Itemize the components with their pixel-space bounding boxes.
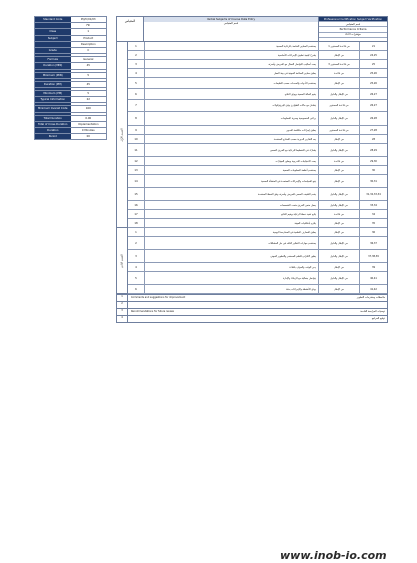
table-row [128, 135, 387, 144]
cell-description: يستخدم أنظمة المعلومات الصحية [145, 166, 319, 174]
footer-text: Comments and suggestions for improvement [131, 296, 186, 299]
table-row [128, 126, 387, 135]
info-value: Fill [71, 23, 107, 28]
cell-number: 4 [128, 263, 145, 271]
cell-description: يراعي الخصوصية وسرية المعلومات [145, 112, 319, 125]
cell-reference: من الإطار [319, 285, 360, 293]
table-row [128, 175, 387, 188]
table-row [128, 51, 387, 60]
info-key: Typical Information [35, 97, 71, 102]
table-row [128, 144, 387, 157]
cell-number: 4 [128, 69, 145, 77]
section-label [117, 42, 127, 228]
footer-note: توصيات المراجعة القادمة [360, 310, 385, 313]
footer-row [117, 308, 387, 315]
table-row [128, 78, 387, 89]
cell-description: يظهر الالتزام بالتعلم المستمر والتطوير المهني [145, 250, 319, 262]
table-row [128, 250, 387, 263]
cell-description: يشارك في التخطيط للرعاية مع الفريق الصحي [145, 144, 319, 156]
cell-reference: من الإطار [319, 51, 360, 59]
cell-number: 2 [128, 237, 145, 249]
info-value [71, 113, 107, 115]
info-key: Total Duration [35, 116, 71, 121]
cell-number: 6 [128, 285, 145, 293]
info-value: 5 [71, 73, 107, 78]
cell-reference: من الإطار [319, 263, 360, 271]
table-row [128, 210, 387, 219]
info-key: Duration (PM) [35, 82, 71, 87]
cell-number: 3 [128, 250, 145, 262]
info-value [71, 88, 107, 90]
cell-reference: من الإطار والدليل [319, 201, 360, 209]
table-row [128, 263, 387, 272]
cell-code: 36,37 [370, 241, 377, 245]
table-row [128, 100, 387, 112]
cell-description: يتواصل بفعالية مع الزملاء والإدارة [145, 272, 319, 284]
cell-code: 39 [371, 265, 376, 269]
info-value: 0 Minutes [71, 128, 107, 133]
cell-reference: من قاعدة [319, 157, 360, 165]
cell-reference: من قاعدة المستوى [319, 126, 360, 134]
cell-reference: من الإطار والدليل [319, 112, 360, 125]
cell-reference: من الإطار [319, 175, 360, 187]
cell-code: 26,28 [370, 117, 377, 120]
section-text: القسم الثاني [120, 253, 124, 268]
info-key: Minimum Overall Code [35, 106, 71, 111]
header-mid-top: Verbal Subjects of Course Data Entry [144, 17, 318, 22]
footer-row [117, 301, 387, 308]
info-value: PQ/C/01/03 [71, 17, 107, 22]
header-left: المقياس [117, 17, 144, 41]
table-body [117, 42, 387, 294]
info-key: Class [35, 29, 71, 34]
table-row [128, 219, 387, 228]
cell-code: 28 [371, 137, 376, 141]
cell-number: 16 [128, 201, 145, 209]
header-right-line: مؤشرات الأداء [319, 33, 387, 38]
cell-description: يستخدم الأدوات والمعدات حسب التعليمات [145, 78, 319, 88]
info-key: Period [35, 134, 71, 139]
cell-number: 11 [128, 144, 145, 156]
info-value [71, 103, 107, 105]
table-row [128, 89, 387, 100]
cell-number: 5 [128, 78, 145, 88]
cell-number: 14 [128, 175, 145, 187]
table-row [128, 237, 387, 250]
cell-reference: من قاعدة [319, 69, 360, 77]
header-mid [144, 17, 319, 41]
cell-code: 36 [371, 230, 376, 234]
cell-code: 31,32,33,34 [366, 192, 381, 196]
table-row [128, 285, 387, 294]
info-value: 45 [71, 82, 107, 87]
cell-reference: من الإطار والدليل [319, 188, 360, 200]
cell-reference: من الإطار والدليل [319, 144, 360, 156]
info-key: Formula [35, 57, 71, 62]
table-row [128, 228, 387, 237]
info-key: Minimum (PM) [35, 91, 71, 96]
cell-description: يحدد الاحتياجات التدريبية ويطور المهارات [145, 157, 319, 165]
info-value: General [71, 57, 107, 62]
section-label [117, 228, 127, 294]
cell-code: 26,27 [370, 104, 377, 107]
cell-code: 26,27 [370, 92, 377, 96]
cell-code: 25,26 [370, 71, 377, 75]
cell-code: 28,29 [370, 148, 377, 152]
info-key: Total of Cross Duration [35, 122, 71, 127]
cell-number: 3 [128, 60, 145, 68]
info-key: Duration (MIN) [35, 63, 71, 68]
cell-description: يتعامل مع حالات الطوارئ وفق البروتوكولات [145, 100, 319, 111]
cell-description: يوثق الأنشطة والإجراءات بدقة [145, 285, 319, 293]
info-key: Duration [35, 128, 71, 133]
cell-code: 40,41 [370, 276, 377, 280]
cell-reference: من الإطار والدليل [319, 237, 360, 249]
footer-row [117, 315, 387, 322]
cell-number: 12 [128, 157, 145, 165]
criteria-table [116, 16, 388, 323]
cell-reference: من الإطار [319, 166, 360, 174]
info-value: C [71, 48, 107, 53]
cell-reference: من الإطار [319, 135, 360, 143]
info-key [35, 54, 71, 56]
cell-description: يتبع السياسات والإجراءات المعتمدة في المنشأة الصحية [145, 175, 319, 187]
table-footer [117, 294, 387, 322]
cell-reference: من الإطار [319, 228, 360, 236]
cell-description: يشرح كيفية تطبيق الإجراءات الأساسية [145, 51, 319, 59]
footer-number: 1 [117, 295, 128, 301]
cell-description: يحدد أساليب التواصل الفعال مع المريض وأسرته [145, 60, 319, 68]
footer-note: توقيع المراجع [371, 317, 385, 320]
table-row [128, 272, 387, 285]
cell-description: يلتزم بأخلاقيات المهنة [145, 219, 319, 227]
cell-code: 37,38,39 [368, 254, 379, 258]
info-key: Grade [35, 48, 71, 53]
cell-description: يقدم التثقيف الصحي للمريض وأسرته وفق الخطة المعتمدة [145, 188, 319, 200]
cell-code: 25 [371, 62, 376, 66]
info-key [35, 42, 71, 47]
cell-number: 7 [128, 100, 145, 111]
info-key [35, 23, 71, 28]
footer-number: 2 [117, 302, 128, 308]
cell-code: 33,34 [370, 203, 377, 207]
cell-number: 17 [128, 210, 145, 218]
cell-description: يتابع تنفيذ خطة الرعاية ويقيم النتائج [145, 210, 319, 218]
cell-number: 18 [128, 219, 145, 227]
footer-number: 4 [117, 316, 128, 322]
info-row [34, 134, 107, 140]
info-value: 22 [71, 97, 107, 102]
info-key: Minimum (MIN) [35, 73, 71, 78]
info-value: Implementation [71, 122, 107, 127]
cell-code: 21 [371, 44, 376, 48]
table-row [128, 60, 387, 69]
cell-reference: من الإطار والدليل [319, 250, 360, 262]
footer-row [117, 294, 387, 301]
table-row [128, 69, 387, 78]
info-value: Product [71, 36, 107, 41]
cell-reference: من الإطار والدليل [319, 89, 360, 99]
cell-number: 15 [128, 188, 145, 200]
table-row [128, 157, 387, 166]
cell-number: 10 [128, 135, 145, 143]
cell-description: يطبق المعارف العلمية في الممارسة اليومية [145, 228, 319, 236]
info-key [35, 113, 71, 115]
cell-description: يعد التقارير الدورية حسب النماذج المعتمدة [145, 135, 319, 143]
cell-description: يستخدم المعايير الخاصة بالرعاية الصحية [145, 42, 319, 50]
cell-number: 13 [128, 166, 145, 174]
table-row [128, 42, 387, 51]
footer-text: Recommendations for future review [131, 310, 174, 313]
info-key [35, 79, 71, 81]
cell-reference: من قاعدة [319, 210, 360, 218]
table-row [128, 201, 387, 210]
table-header [117, 17, 387, 42]
header-right [319, 17, 387, 41]
info-value [71, 54, 107, 56]
info-value: 45 [71, 63, 107, 68]
table-row [128, 188, 387, 201]
footer-text [128, 302, 325, 308]
table-row [128, 166, 387, 175]
cell-reference: من قاعدة المستوى 1 [319, 42, 360, 50]
cell-number: 9 [128, 126, 145, 134]
info-key [35, 70, 71, 72]
info-panel [34, 16, 107, 140]
info-value: 5 [71, 91, 107, 96]
cell-code: 25,26 [370, 81, 377, 85]
cell-code: 35 [371, 221, 376, 225]
section-text: القسم الأول [120, 127, 124, 142]
info-value: Description [71, 42, 107, 47]
info-value [71, 79, 107, 81]
header-right-line: Professional Certification Subject Verification [319, 17, 387, 22]
cell-description: يستخدم مهارات التفكير الناقد في حل المشكلات [145, 237, 319, 249]
cell-number: 8 [128, 112, 145, 125]
cell-code: 41,42 [370, 287, 377, 291]
cell-description: يعمل ضمن الفريق متعدد التخصصات [145, 201, 319, 209]
info-value: 00 [71, 134, 107, 139]
info-key: Standard Code [35, 17, 71, 22]
cell-number: 2 [128, 51, 145, 59]
info-key [35, 88, 71, 90]
info-value: 0.00 [71, 116, 107, 121]
cell-reference: من الإطار والدليل [319, 272, 360, 284]
cell-reference: من الإطار [319, 78, 360, 88]
footer-text [128, 316, 325, 322]
header-mid-bottom: اسم المقياس [223, 22, 239, 25]
cell-reference: من قاعدة المستوى [319, 100, 360, 111]
footer-number: 3 [117, 309, 128, 315]
table-rows [128, 42, 387, 294]
footer-note [325, 302, 387, 308]
cell-number: 1 [128, 228, 145, 236]
cell-description: يدير الوقت والموارد بكفاءة [145, 263, 319, 271]
cell-code: 30,31 [370, 179, 377, 183]
cell-reference: من قاعدة المستوى 3 [319, 60, 360, 68]
info-value: 160 [71, 106, 107, 111]
table-row [128, 112, 387, 126]
info-row [34, 16, 107, 23]
info-value [71, 70, 107, 72]
cell-code: 30 [371, 168, 376, 172]
footer-note: ملاحظات ومقترحات التطوير [356, 296, 385, 299]
header-right-line: اسم المقياس [319, 22, 387, 27]
watermark: www.inob-io.com [280, 549, 387, 562]
cell-code: 29,30 [370, 159, 377, 163]
cell-code: 34 [371, 212, 376, 216]
cell-description: يطبق معايير السلامة المهنية في بيئة العمل [145, 69, 319, 77]
info-key: Subject [35, 36, 71, 41]
cell-code: 24,25 [370, 53, 377, 57]
cell-number: 1 [128, 42, 145, 50]
info-key [35, 103, 71, 105]
cell-number: 5 [128, 272, 145, 284]
cell-reference: من الإطار [319, 219, 360, 227]
cell-description: يطبق إجراءات مكافحة العدوى [145, 126, 319, 134]
info-value: 1 [71, 29, 107, 34]
header-right-line: Performance Criteria [319, 27, 387, 32]
cell-description: يقيم الحالة الصحية ويوثق النتائج [145, 89, 319, 99]
cell-number: 6 [128, 89, 145, 99]
cell-code: 27,28 [370, 128, 377, 132]
section-column [117, 42, 128, 294]
